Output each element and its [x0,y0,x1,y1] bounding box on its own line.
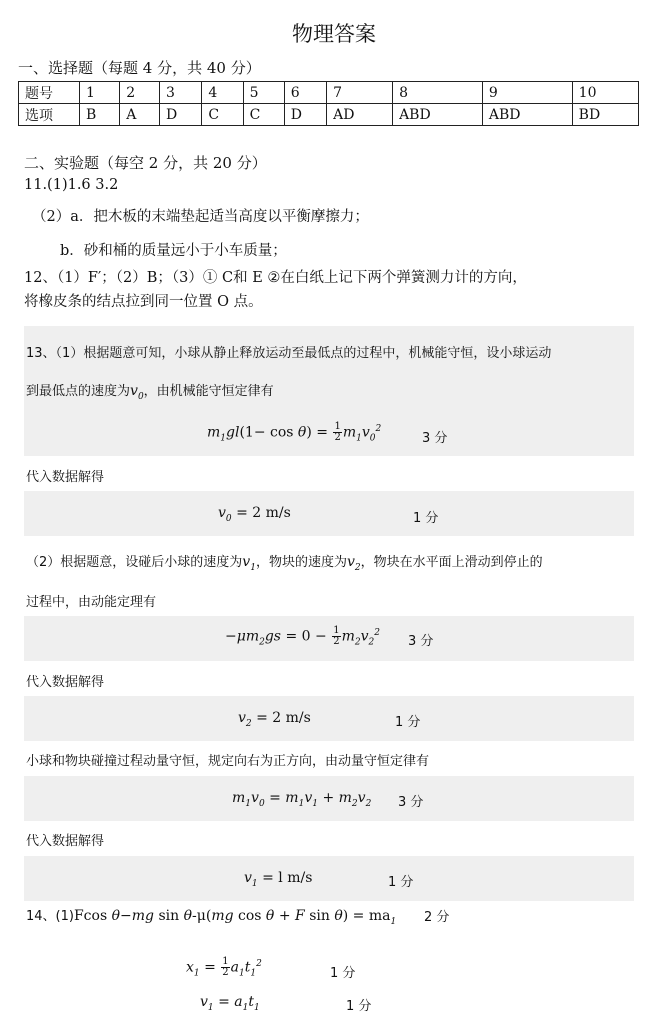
table-cell: B [80,104,120,126]
equation-newton-second: Fcos θ−mg sin θ-μ(mg cos θ + F $\sin \theta) = ma_1$ [73,908,397,927]
score-eq2: 1 分 [413,511,439,526]
q11-line2: （2）a．把木板的末端垫起适当高度以平衡摩擦力； [32,209,369,225]
row-header-number: 题号 [19,82,80,104]
q13-result1-block [24,491,634,536]
q13-p3: 小球和物块碰撞过程动量守恒，规定向右为正方向，由动量守恒定律有 [26,754,430,769]
fraction-half: $\frac{1}{2}$ [333,625,340,647]
section1-heading: 一、选择题（每题 4 分，共 40 分） [18,59,261,77]
table-cell: BD [572,104,638,126]
equation-momentum: $m_1v_0 = m_1v_1 + m_2v_2$ [232,790,372,809]
equation-v0-result: $v_0 = 2$ m/s [218,505,291,524]
q12-line2: 将橡皮条的结点拉到同一位置 O 点。 [24,294,263,310]
symbol-v1: $v_1$ [242,554,256,573]
q13-sub1: 代入数据解得 [26,470,105,485]
page-title: 物理答案 [292,22,376,46]
q13-p1-line1: 13、（1）根据题意可知，小球从静止释放运动至最低点的过程中，机械能守恒，设小球运动 [26,346,552,361]
table-cell: ABD [482,104,572,126]
table-cell: C [243,104,284,126]
equation-displacement: $x_1$ = $\frac{1}{2}$ $a_1t_1^2$ [186,956,262,979]
score-eq3: 3 分 [408,634,434,649]
q13-p2-text-a: （2）根据题意，设碰后小球的速度为 [26,555,243,570]
answer-table [18,81,639,126]
score-q14-eq2: 1 分 [330,966,356,981]
q13-sub2: 代入数据解得 [26,675,105,690]
q13-sub3: 代入数据解得 [26,834,105,849]
q13-p2-text-c: ，物块在水平面上滑动到停止的 [360,555,543,570]
equation-v2-result: $v_2 = 2$ m/s [238,710,311,729]
table-cell: C [202,104,243,126]
q13-result2-block [24,696,634,741]
table-cell: 1 [80,82,120,104]
score-q14-eq3: 1 分 [346,999,372,1014]
symbol-v0: $v_0$ [130,383,144,402]
table-cell: 3 [160,82,202,104]
q11-line3: b．砂和桶的质量远小于小车质量； [60,243,287,259]
table-cell: 5 [243,82,284,104]
table-cell: 4 [202,82,243,104]
score-eq1: 3 分 [422,431,448,446]
q13-p1-text-a: 到最低点的速度为 [26,384,131,399]
table-cell: 2 [120,82,160,104]
equation-velocity: $v_1 = a_1t_1$ [200,994,260,1013]
score-eq6: 1 分 [388,875,414,890]
table-cell: D [160,104,202,126]
q14-line1 [26,905,396,927]
table-cell: A [120,104,160,126]
equation-work-energy: $-\mu m_2gs = 0$ − $\frac{1}{2}$ $m_2v_2^2$ [225,625,380,648]
equation-v1-result: $v_1 = l$ m/s [244,870,313,889]
score-q14-eq1: 2 分 [424,910,450,925]
q13-p2-line2: 过程中，由动能定理有 [26,595,157,610]
table-cell: 10 [572,82,638,104]
q14-label: 14、(1) [26,909,74,924]
equation-energy-conservation: $m_1gl(1- \cos \theta)$ = $\frac{1}{2}$ $m_1v_0^2$ [207,421,382,444]
q11-line1: 11.(1)1.6 3.2 [24,177,119,193]
score-eq4: 1 分 [395,715,421,730]
symbol-v2: $v_2$ [346,554,361,573]
q13-p2-text-b: ，物块的速度为 [255,555,347,570]
table-row-numbers [19,82,639,104]
row-header-answer: 选项 [19,104,80,126]
table-cell: 7 [327,82,393,104]
q12-line1: 12、（1）F′；（2）B；（3）① C和 E ②在白纸上记下两个弹簧测力计的方向， [24,270,527,286]
table-cell: 6 [284,82,326,104]
table-cell: AD [327,104,393,126]
section2-heading: 二、实验题（每空 2 分，共 20 分） [24,154,267,172]
fraction-half: $\frac{1}{2}$ [222,956,229,978]
q13-p1-text-b: ，由机械能守恒定律有 [143,384,274,399]
q13-p2-line1 [26,551,543,573]
table-cell: 9 [482,82,572,104]
q13-p1-line2 [26,380,274,402]
score-eq5: 3 分 [398,795,424,810]
table-cell: ABD [393,104,483,126]
table-cell: D [284,104,326,126]
q13-result3-block [24,856,634,901]
fraction-half: $\frac{1}{2}$ [334,421,341,443]
table-row-answers [19,104,639,126]
table-cell: 8 [393,82,483,104]
